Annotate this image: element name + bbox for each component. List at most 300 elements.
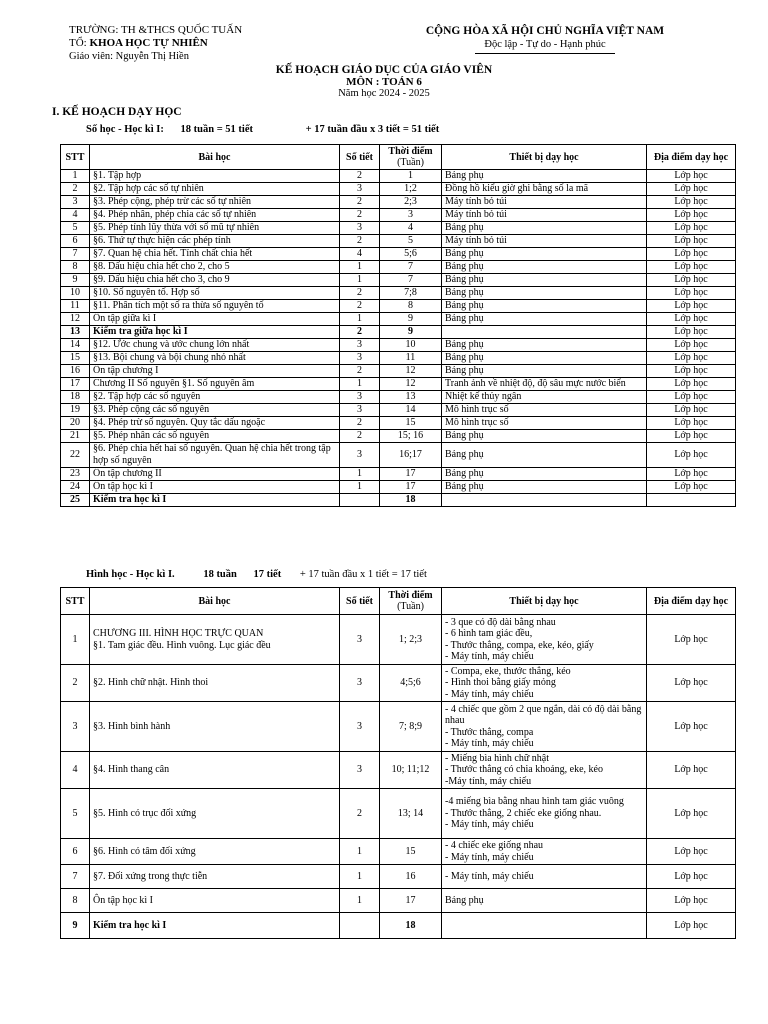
cell-equipment: Bảng phụ (442, 248, 647, 261)
cell-place: Lớp học (647, 235, 736, 248)
cell-lesson: §11. Phân tích một số ra thừa số nguyên tố (90, 300, 340, 313)
cell-equipment: Máy tính bỏ túi (442, 196, 647, 209)
table-row (61, 665, 736, 702)
equipment-line: -4 miếng bìa bằng nhau hình tam giác vuông (445, 796, 624, 808)
table-row (61, 261, 736, 274)
table-row (61, 300, 736, 313)
cell-stt: 1 (61, 615, 90, 665)
equipment-line: - Máy tính, máy chiếu (445, 851, 534, 863)
equipment-line: - Thước thẳng, compa, eke, kéo, giấy (445, 639, 594, 651)
cell-periods: 3 (340, 391, 380, 404)
geometry-label: Hình học - Học kì I. (86, 569, 175, 580)
cell-periods: 4 (340, 248, 380, 261)
cell-stt: 12 (61, 313, 90, 326)
cell-equipment (442, 326, 647, 339)
table-row (61, 481, 736, 494)
cell-periods: 2 (340, 209, 380, 222)
cell-week: 18 (380, 913, 442, 939)
cell-equipment (442, 789, 647, 839)
equipment-line: - 4 chiếc eke giống nhau (445, 840, 544, 851)
cell-place: Lớp học (647, 222, 736, 235)
cell-week: 9 (380, 326, 442, 339)
cell-stt: 23 (61, 468, 90, 481)
equipment-line: -Máy tính, máy chiếu (445, 775, 532, 787)
school-name: TRƯỜNG: TH &THCS QUỐC TUẤN (69, 24, 243, 36)
cell-lesson (90, 752, 340, 789)
cell-equipment: Bảng phụ (442, 313, 647, 326)
cell-lesson: §2. Tập hợp các số nguyên (90, 391, 340, 404)
col-place: Địa điểm dạy học (647, 588, 736, 615)
cell-place: Lớp học (647, 481, 736, 494)
cell-periods: 1 (340, 261, 380, 274)
cell-stt: 5 (61, 789, 90, 839)
cell-equipment: Nhiệt kế thủy ngân (442, 391, 647, 404)
table-row (61, 752, 736, 789)
cell-equipment: Tranh ảnh về nhiệt độ, độ sâu mực nước biển (442, 378, 647, 391)
cell-lesson: §3. Phép cộng các số nguyên (90, 404, 340, 417)
table-row (61, 170, 736, 183)
cell-periods: 3 (340, 443, 380, 468)
table-row (61, 196, 736, 209)
cell-equipment (442, 702, 647, 752)
cell-equipment: Bảng phụ (442, 300, 647, 313)
table-header-row (61, 588, 736, 615)
cell-equipment: Bảng phụ (442, 352, 647, 365)
table-row (61, 789, 736, 839)
equipment-line: - Hình thoi bằng giấy mỏng (445, 677, 556, 689)
cell-equipment: Bảng phụ (442, 430, 647, 443)
table-row (61, 417, 736, 430)
table-row (61, 889, 736, 913)
lesson-line: §6. Hình có tâm đối xứng (93, 845, 196, 857)
cell-equipment (442, 913, 647, 939)
subject-title: MÔN : TOÁN 6 (346, 76, 422, 88)
department (69, 37, 369, 50)
cell-stt: 18 (61, 391, 90, 404)
geometry-note: + 17 tuần đầu x 1 tiết = 17 tiết (299, 569, 427, 580)
cell-week: 9 (380, 313, 442, 326)
cell-equipment: Máy tính bỏ túi (442, 235, 647, 248)
cell-equipment: Đồng hồ kiểu giờ ghi bằng số la mã (442, 183, 647, 196)
cell-place: Lớp học (647, 300, 736, 313)
cell-stt: 6 (61, 839, 90, 865)
cell-equipment (442, 665, 647, 702)
cell-lesson: Kiểm tra giữa học kì I (90, 326, 340, 339)
table-row (61, 404, 736, 417)
cell-periods: 3 (340, 665, 380, 702)
cell-place: Lớp học (647, 752, 736, 789)
table-row (61, 274, 736, 287)
cell-week: 17 (380, 481, 442, 494)
col-equipment: Thiết bị dạy học (442, 588, 647, 615)
cell-lesson: §7. Quan hệ chia hết. Tính chất chia hết (90, 248, 340, 261)
cell-week: 17 (380, 468, 442, 481)
cell-equipment: Bảng phụ (442, 261, 647, 274)
lesson-line: §7. Đối xứng trong thực tiễn (93, 870, 208, 882)
cell-week: 5;6 (380, 248, 442, 261)
cell-lesson: §6. Phép chia hết hai số nguyên. Quan hệ chia hết trong tập hợp số nguyên (90, 443, 340, 468)
table-row (61, 235, 736, 248)
cell-lesson (90, 913, 340, 939)
cell-place: Lớp học (647, 183, 736, 196)
cell-place: Lớp học (647, 274, 736, 287)
cell-lesson (90, 665, 340, 702)
geometry-plan-body (61, 615, 736, 939)
cell-periods (340, 913, 380, 939)
cell-week: 12 (380, 378, 442, 391)
cell-stt: 13 (61, 326, 90, 339)
geometry-subheading (86, 569, 427, 581)
lesson-line: §5. Hình có trục đối xứng (93, 807, 197, 819)
table-row (61, 248, 736, 261)
cell-periods: 3 (340, 404, 380, 417)
cell-periods: 2 (340, 235, 380, 248)
cell-periods: 2 (340, 300, 380, 313)
cell-equipment (442, 839, 647, 865)
cell-stt: 17 (61, 378, 90, 391)
cell-week: 15 (380, 417, 442, 430)
cell-periods: 2 (340, 417, 380, 430)
school-year: Năm học 2024 - 2025 (338, 88, 430, 99)
cell-place: Lớp học (647, 261, 736, 274)
lesson-line: Kiểm tra học kì I (93, 919, 167, 931)
nation-title: CỘNG HÒA XÃ HỘI CHỦ NGHĨA VIỆT NAM (425, 25, 665, 37)
cell-stt: 9 (61, 913, 90, 939)
cell-periods: 1 (340, 865, 380, 889)
cell-stt: 11 (61, 300, 90, 313)
cell-stt: 8 (61, 261, 90, 274)
cell-week: 10 (380, 339, 442, 352)
equipment-line: Bảng phụ (445, 894, 484, 906)
geometry-weeks: 18 tuần (203, 569, 237, 580)
school-info (69, 24, 369, 63)
cell-periods: 2 (340, 170, 380, 183)
cell-lesson: Ôn tập chương II (90, 468, 340, 481)
cell-place: Lớp học (647, 209, 736, 222)
cell-week: 1; 2;3 (380, 615, 442, 665)
equipment-line: - Compa, eke, thước thẳng, kéo (445, 665, 571, 677)
cell-lesson: §5. Phép tính lũy thừa với số mũ tự nhiên (90, 222, 340, 235)
table-row (61, 615, 736, 665)
col-time (380, 588, 442, 615)
cell-equipment: Bảng phụ (442, 170, 647, 183)
cell-lesson: §9. Dấu hiệu chia hết cho 3, cho 9 (90, 274, 340, 287)
cell-stt: 5 (61, 222, 90, 235)
cell-periods: 1 (340, 378, 380, 391)
cell-place (647, 494, 736, 507)
cell-equipment (442, 865, 647, 889)
cell-week: 12 (380, 365, 442, 378)
table-row (61, 209, 736, 222)
cell-stt: 4 (61, 209, 90, 222)
lesson-line: §2. Hình chữ nhật. Hình thoi (93, 677, 209, 689)
cell-equipment (442, 889, 647, 913)
cell-place: Lớp học (647, 468, 736, 481)
cell-week: 13; 14 (380, 789, 442, 839)
cell-lesson (90, 702, 340, 752)
cell-lesson: §10. Số nguyên tố. Hợp số (90, 287, 340, 300)
col-equipment: Thiết bị dạy học (442, 145, 647, 170)
cell-week: 4 (380, 222, 442, 235)
table-row (61, 494, 736, 507)
arithmetic-plan-body (61, 170, 736, 507)
cell-stt: 2 (61, 183, 90, 196)
equipment-line: - Máy tính, máy chiếu (445, 870, 534, 882)
cell-equipment: Mô hình trục số (442, 404, 647, 417)
equipment-line: - Máy tính, máy chiếu (445, 819, 534, 831)
cell-week: 4;5;6 (380, 665, 442, 702)
cell-lesson: Ôn tập học kì I (90, 481, 340, 494)
cell-equipment: Bảng phụ (442, 443, 647, 468)
cell-place: Lớp học (647, 789, 736, 839)
col-time (380, 145, 442, 170)
cell-periods: 3 (340, 352, 380, 365)
geometry-periods: 17 tiết (253, 569, 282, 580)
equipment-line: - Máy tính, máy chiếu (445, 738, 534, 749)
table-row (61, 326, 736, 339)
cell-place: Lớp học (647, 839, 736, 865)
cell-periods: 1 (340, 839, 380, 865)
cell-stt: 14 (61, 339, 90, 352)
cell-lesson: §5. Phép nhân các số nguyên (90, 430, 340, 443)
table-row (61, 443, 736, 468)
cell-place: Lớp học (647, 248, 736, 261)
national-header (420, 24, 670, 54)
cell-lesson: Kiểm tra học kì I (90, 494, 340, 507)
cell-periods: 2 (340, 430, 380, 443)
cell-lesson: §6. Thứ tự thực hiện các phép tính (90, 235, 340, 248)
cell-place: Lớp học (647, 615, 736, 665)
cell-place: Lớp học (647, 287, 736, 300)
arithmetic-label: Số học - Học kì I: (86, 124, 164, 135)
arithmetic-note: + 17 tuần đầu x 3 tiết = 51 tiết (305, 124, 440, 135)
col-place: Địa điểm dạy học (647, 145, 736, 170)
table-row (61, 352, 736, 365)
cell-place: Lớp học (647, 326, 736, 339)
table-row (61, 468, 736, 481)
cell-week: 2;3 (380, 196, 442, 209)
cell-stt: 10 (61, 287, 90, 300)
cell-periods: 1 (340, 468, 380, 481)
table-row (61, 839, 736, 865)
motto-underline (475, 53, 615, 54)
cell-periods: 3 (340, 339, 380, 352)
cell-place: Lớp học (647, 378, 736, 391)
equipment-line: - Thước thẳng, 2 chiếc eke giống nhau. (445, 807, 602, 819)
cell-week: 8 (380, 300, 442, 313)
cell-lesson: §2. Tập hợp các số tự nhiên (90, 183, 340, 196)
department-name: KHOA HỌC TỰ NHIÊN (89, 37, 208, 49)
cell-lesson: §13. Bội chung và bội chung nhỏ nhất (90, 352, 340, 365)
cell-week: 14 (380, 404, 442, 417)
cell-periods: 2 (340, 287, 380, 300)
table-header-row (61, 145, 736, 170)
document-title: KẾ HOẠCH GIÁO DỤC CỦA GIÁO VIÊN (275, 64, 493, 76)
cell-place: Lớp học (647, 443, 736, 468)
table-row (61, 430, 736, 443)
lesson-line: CHƯƠNG III. HÌNH HỌC TRỰC QUAN (93, 628, 264, 639)
cell-periods: 1 (340, 889, 380, 913)
col-lesson: Bài học (90, 588, 340, 615)
cell-equipment: Bảng phụ (442, 365, 647, 378)
cell-lesson: §8. Dấu hiệu chia hết cho 2, cho 5 (90, 261, 340, 274)
cell-place: Lớp học (647, 391, 736, 404)
table-row (61, 391, 736, 404)
cell-lesson (90, 789, 340, 839)
col-time-sub: (Tuần) (397, 601, 424, 612)
cell-equipment: Mô hình trục số (442, 417, 647, 430)
table-row (61, 913, 736, 939)
cell-week: 7 (380, 274, 442, 287)
cell-stt: 21 (61, 430, 90, 443)
cell-lesson: Ôn tập giữa kì I (90, 313, 340, 326)
cell-periods: 2 (340, 365, 380, 378)
cell-periods: 3 (340, 615, 380, 665)
cell-place: Lớp học (647, 913, 736, 939)
cell-week: 13 (380, 391, 442, 404)
cell-place: Lớp học (647, 404, 736, 417)
cell-week: 1;2 (380, 183, 442, 196)
col-stt: STT (61, 145, 90, 170)
cell-equipment (442, 752, 647, 789)
equipment-line: - 3 que có độ dài bằng nhau (445, 616, 556, 628)
cell-place: Lớp học (647, 430, 736, 443)
cell-week: 15 (380, 839, 442, 865)
arithmetic-subheading (86, 124, 439, 136)
cell-equipment: Bảng phụ (442, 468, 647, 481)
cell-stt: 9 (61, 274, 90, 287)
cell-stt: 1 (61, 170, 90, 183)
table-row (61, 339, 736, 352)
table-row (61, 222, 736, 235)
lesson-line: §3. Hình bình hành (93, 720, 171, 732)
cell-equipment: Bảng phụ (442, 339, 647, 352)
equipment-line: - Máy tính, máy chiếu (445, 651, 534, 662)
cell-periods: 2 (340, 326, 380, 339)
cell-lesson: §4. Phép nhân, phép chia các số tự nhiên (90, 209, 340, 222)
table-row (61, 365, 736, 378)
cell-stt: 16 (61, 365, 90, 378)
arithmetic-weeks: 18 tuần = 51 tiết (180, 124, 253, 135)
cell-equipment: Bảng phụ (442, 274, 647, 287)
cell-week: 10; 11;12 (380, 752, 442, 789)
cell-place: Lớp học (647, 365, 736, 378)
cell-lesson: §1. Tập hợp (90, 170, 340, 183)
lesson-line: §4. Hình thang cân (93, 764, 170, 776)
cell-lesson (90, 889, 340, 913)
cell-equipment (442, 494, 647, 507)
cell-week: 3 (380, 209, 442, 222)
section-heading: I. KẾ HOẠCH DẠY HỌC (52, 106, 182, 118)
cell-stt: 24 (61, 481, 90, 494)
table-row (61, 313, 736, 326)
table-row (61, 702, 736, 752)
national-motto: Độc lập - Tự do - Hạnh phúc (484, 39, 606, 50)
equipment-line: - Miếng bìa hình chữ nhật (445, 752, 550, 764)
equipment-line: - 6 hình tam giác đều, (445, 628, 533, 639)
cell-week: 16;17 (380, 443, 442, 468)
lesson-line: Ôn tập học kì I (93, 894, 153, 906)
col-time-sub: (Tuần) (397, 157, 424, 168)
cell-lesson: §3. Phép cộng, phép trừ các số tự nhiên (90, 196, 340, 209)
cell-periods: 3 (340, 222, 380, 235)
equipment-line: - 4 chiếc que gồm 2 que ngắn, dài có độ dài bằng nhau (445, 703, 642, 726)
cell-week: 5 (380, 235, 442, 248)
cell-lesson: Chương II Số nguyên §1. Số nguyên âm (90, 378, 340, 391)
col-time-label: Thời điểm (388, 146, 433, 157)
cell-periods: 1 (340, 313, 380, 326)
cell-week: 17 (380, 889, 442, 913)
cell-periods (340, 494, 380, 507)
cell-stt: 19 (61, 404, 90, 417)
cell-week: 7; 8;9 (380, 702, 442, 752)
cell-week: 16 (380, 865, 442, 889)
lesson-line: §1. Tam giác đều. Hình vuông. Lục giác đều (93, 639, 271, 651)
cell-periods: 3 (340, 183, 380, 196)
cell-periods: 3 (340, 752, 380, 789)
cell-periods: 3 (340, 702, 380, 752)
cell-periods: 2 (340, 196, 380, 209)
cell-place: Lớp học (647, 339, 736, 352)
cell-stt: 6 (61, 235, 90, 248)
cell-stt: 20 (61, 417, 90, 430)
cell-stt: 3 (61, 196, 90, 209)
cell-week: 7 (380, 261, 442, 274)
cell-place: Lớp học (647, 865, 736, 889)
cell-place: Lớp học (647, 313, 736, 326)
cell-place: Lớp học (647, 665, 736, 702)
cell-stt: 8 (61, 889, 90, 913)
cell-place: Lớp học (647, 170, 736, 183)
cell-periods: 1 (340, 481, 380, 494)
cell-lesson: §12. Ước chung và ước chung lớn nhất (90, 339, 340, 352)
cell-lesson (90, 865, 340, 889)
cell-lesson (90, 615, 340, 665)
cell-place: Lớp học (647, 417, 736, 430)
table-row (61, 865, 736, 889)
cell-week: 7;8 (380, 287, 442, 300)
col-time-label: Thời điểm (388, 590, 433, 601)
cell-stt: 3 (61, 702, 90, 752)
cell-place: Lớp học (647, 352, 736, 365)
cell-periods: 2 (340, 789, 380, 839)
equipment-line: - Máy tính, máy chiếu (445, 688, 534, 700)
cell-equipment (442, 615, 647, 665)
table-row (61, 183, 736, 196)
cell-equipment: Máy tính bỏ túi (442, 209, 647, 222)
cell-equipment: Bảng phụ (442, 481, 647, 494)
equipment-line: - Thước thẳng có chia khoảng, eke, kéo (445, 764, 603, 776)
table-row (61, 378, 736, 391)
cell-stt: 15 (61, 352, 90, 365)
department-prefix: TỔ: (69, 37, 90, 49)
col-periods: Số tiết (340, 145, 380, 170)
cell-place: Lớp học (647, 702, 736, 752)
cell-stt: 7 (61, 865, 90, 889)
cell-stt: 25 (61, 494, 90, 507)
cell-place: Lớp học (647, 196, 736, 209)
table-row (61, 287, 736, 300)
teacher-name: Giáo viên: Nguyễn Thị Hiền (69, 51, 189, 62)
document-title-block (0, 64, 768, 100)
arithmetic-plan-table (60, 144, 736, 507)
geometry-plan-table (60, 587, 736, 939)
col-periods: Số tiết (340, 588, 380, 615)
cell-stt: 7 (61, 248, 90, 261)
cell-stt: 2 (61, 665, 90, 702)
cell-stt: 4 (61, 752, 90, 789)
cell-week: 1 (380, 170, 442, 183)
